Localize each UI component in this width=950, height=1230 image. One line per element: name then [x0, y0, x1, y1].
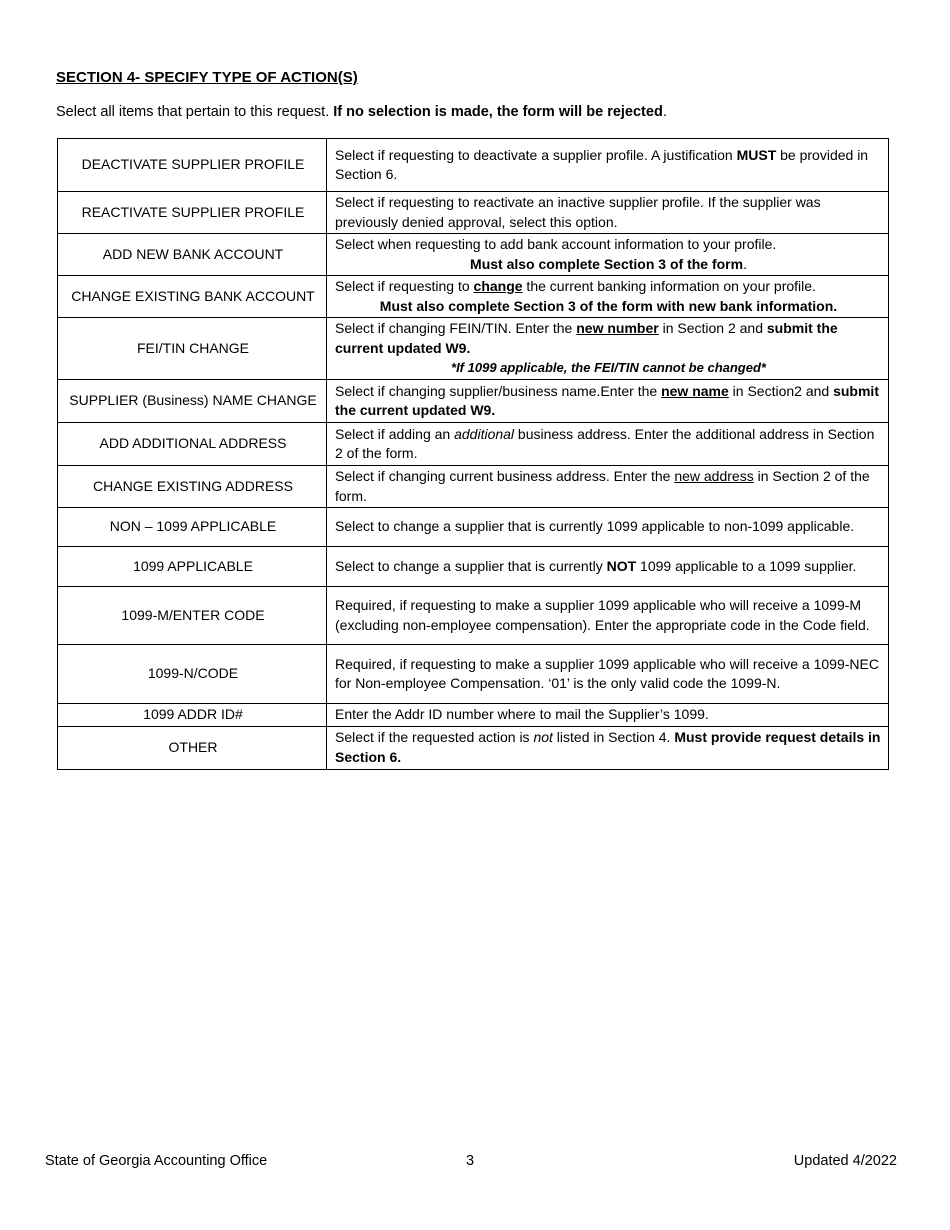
table-row	[58, 704, 889, 727]
table-row	[58, 423, 889, 466]
table-row	[58, 380, 889, 423]
action-name: REACTIVATE SUPPLIER PROFILE	[58, 192, 327, 234]
table-row	[58, 276, 889, 318]
table-row	[58, 139, 889, 192]
action-description: Select if changing FEIN/TIN. Enter the new number in Section 2 and submit the current updated W9. *If 1099 applicable, the FEI/TIN cannot be changed*	[327, 318, 889, 380]
action-description: Select if adding an additional business address. Enter the additional address in Section 2 of the form.	[327, 423, 889, 466]
page-number: 3	[466, 1153, 475, 1169]
table-row	[58, 318, 889, 380]
action-name: 1099-M/ENTER CODE	[58, 587, 327, 645]
action-description: Select if changing supplier/business name.Enter the new name in Section2 and submit the current updated W9.	[327, 380, 889, 423]
action-name: CHANGE EXISTING BANK ACCOUNT	[58, 276, 327, 318]
action-name: OTHER	[58, 726, 327, 769]
action-name: DEACTIVATE SUPPLIER PROFILE	[58, 139, 327, 192]
action-description: Select if the requested action is not listed in Section 4. Must provide request details in Section 6.	[327, 726, 889, 769]
action-name: CHANGE EXISTING ADDRESS	[58, 466, 327, 508]
table-row	[58, 508, 889, 547]
action-name: FEI/TIN CHANGE	[58, 318, 327, 380]
action-name: NON – 1099 APPLICABLE	[58, 508, 327, 547]
action-name: ADD ADDITIONAL ADDRESS	[58, 423, 327, 466]
action-description: Select when requesting to add bank account information to your profile. Must also complete Section 3 of the form.	[327, 234, 889, 276]
action-description: Select if changing current business address. Enter the new address in Section 2 of the form.	[327, 466, 889, 508]
action-description: Select to change a supplier that is currently 1099 applicable to non-1099 applicable.	[327, 508, 889, 547]
footer-office: State of Georgia Accounting Office	[45, 1153, 268, 1169]
action-description: Required, if requesting to make a supplier 1099 applicable who will receive a 1099-NEC for Non-employee Compensation. ‘01’ is the only valid code the 1099-N.	[327, 645, 889, 704]
action-name: SUPPLIER (Business) NAME CHANGE	[58, 380, 327, 423]
action-name: 1099 ADDR ID#	[58, 704, 327, 727]
action-description: Select if requesting to reactivate an inactive supplier profile. If the supplier was previously denied approval, select this option.	[327, 192, 889, 234]
table-row	[58, 726, 889, 769]
table-row	[58, 645, 889, 704]
action-description: Select if requesting to change the current banking information on your profile. Must also complete Section 3 of the form with new bank information.	[327, 276, 889, 318]
action-name: 1099 APPLICABLE	[58, 547, 327, 587]
table-row	[58, 466, 889, 508]
action-table	[57, 138, 889, 770]
table-row	[58, 587, 889, 645]
action-description: Select if requesting to deactivate a supplier profile. A justification MUST be provided in Section 6.	[327, 139, 889, 192]
action-name: 1099-N/CODE	[58, 645, 327, 704]
table-row	[58, 234, 889, 276]
action-name: ADD NEW BANK ACCOUNT	[58, 234, 327, 276]
table-row	[58, 192, 889, 234]
action-description: Required, if requesting to make a supplier 1099 applicable who will receive a 1099-M (excluding non-employee compensation). Enter the appropriate code in the Code field.	[327, 587, 889, 645]
footer-updated: Updated 4/2022	[793, 1153, 897, 1169]
section-intro: Select all items that pertain to this request. If no selection is made, the form will be rejected.	[56, 104, 667, 120]
action-description: Enter the Addr ID number where to mail the Supplier’s 1099.	[327, 704, 889, 727]
table-row	[58, 547, 889, 587]
action-description: Select to change a supplier that is currently NOT 1099 applicable to a 1099 supplier.	[327, 547, 889, 587]
section-title: SECTION 4- SPECIFY TYPE OF ACTION(S)	[56, 69, 358, 86]
